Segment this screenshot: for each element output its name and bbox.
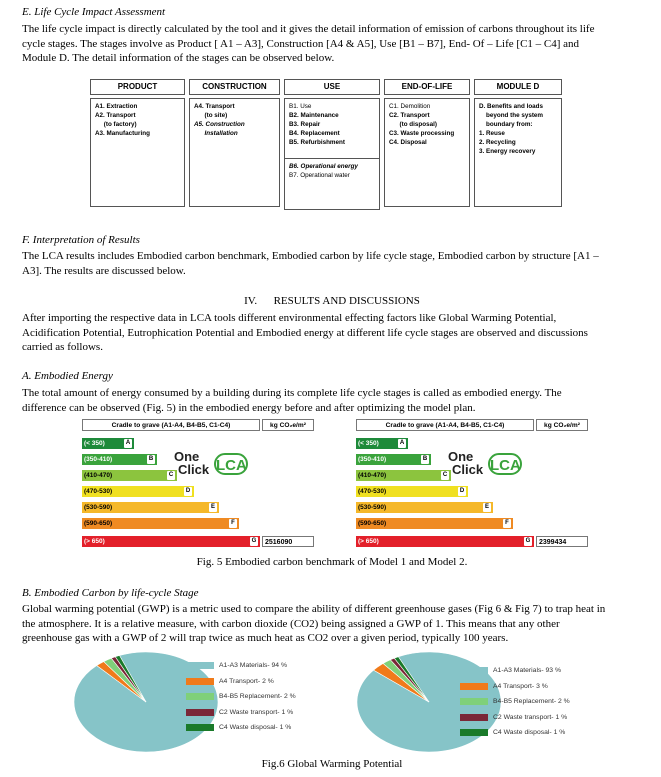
- stage-item: 2. Recycling: [479, 139, 516, 146]
- band-range: (< 350): [358, 440, 379, 447]
- stage-item: 3. Energy recovery: [479, 148, 536, 155]
- band-letter: A: [125, 440, 131, 446]
- text-line: difference can be observed (Fig. 5) in the embodied energy before and after optimizing the model plan.: [22, 401, 476, 414]
- legend-swatch: [186, 693, 214, 700]
- stage-item: B6. Operational energy: [285, 158, 379, 171]
- band-range: (410-470): [358, 472, 387, 479]
- stage-item: C4. Disposal: [389, 139, 427, 146]
- text-line: carried as follows.: [22, 341, 103, 353]
- stage-column-construction: [189, 79, 280, 213]
- band-d: [82, 486, 194, 497]
- text-line: the atmosphere. It is a relative measure, with carbon dioxide (CO2) being assigned a GWP of 1. This means that any other: [22, 617, 560, 630]
- stage-header: PRODUCT: [90, 79, 185, 95]
- legend-label: B4-B5 Replacement- 2 %: [493, 698, 570, 706]
- stage-header: CONSTRUCTION: [189, 79, 280, 95]
- logo-click: Click: [178, 462, 210, 477]
- benchmark-value: 2516090: [262, 536, 314, 547]
- section-a-heading: A. Embodied Energy: [22, 370, 113, 382]
- band-range: (590-650): [84, 520, 113, 527]
- stage-item: B1. Use: [289, 103, 312, 110]
- stage-item: C2. Transport: [389, 112, 430, 119]
- stage-column-use: [284, 79, 380, 213]
- benchmark-title: Cradle to grave (A1-A4, B4-B5, C1-C4): [356, 419, 534, 431]
- text-line: Acidification Potential, Eutrophication Potential and Embodied energy at different life cycle stages are observed and discussions: [22, 326, 588, 339]
- band-c: [356, 470, 451, 481]
- legend-label: C4 Waste disposal- 1 %: [219, 724, 292, 732]
- stage-items: [384, 98, 470, 207]
- band-range: (> 650): [84, 538, 105, 545]
- section-e-paragraph: [22, 22, 642, 66]
- legend-label: C2 Waste transport- 1 %: [493, 713, 568, 721]
- benchmark-model-2: [356, 419, 588, 551]
- legend-swatch: [186, 662, 214, 669]
- legend-label: B4-B5 Replacement- 2 %: [219, 693, 296, 701]
- stage-item: B2. Maintenance: [289, 112, 339, 119]
- stage-header: MODULE D: [474, 79, 562, 95]
- band-a: [356, 438, 408, 449]
- band-e: [356, 502, 493, 513]
- logo-click: Click: [452, 462, 484, 477]
- band-g: [356, 536, 534, 547]
- band-range: (470-530): [84, 488, 113, 495]
- section-b-paragraph: [22, 602, 642, 646]
- one-click-lca-logo: [174, 449, 247, 477]
- fig6-caption: Fig.6 Global Warming Potential: [261, 758, 403, 770]
- stage-items: [90, 98, 185, 207]
- legend-label: C4 Waste disposal- 1 %: [493, 729, 566, 737]
- text-line: Module D. The detail information of the stages can be observed below.: [22, 52, 335, 64]
- band-range: (350-410): [358, 456, 387, 463]
- band-e: [82, 502, 219, 513]
- fig5-caption: Fig. 5 Embodied carbon benchmark of Model 1 and Model 2.: [196, 556, 468, 568]
- text-line: The life cycle impact is directly calculated by the tool and it gives the detail information of emission of carbons throughout its life: [22, 23, 595, 35]
- band-letter: A: [399, 440, 405, 446]
- legend-label: A1-A3 Materials- 94 %: [219, 662, 287, 669]
- band-range: (< 350): [84, 440, 105, 447]
- band-range: (> 650): [358, 538, 379, 545]
- band-range: (590-650): [358, 520, 387, 527]
- stage-item: Installation: [194, 130, 238, 137]
- band-letter: C: [442, 472, 448, 478]
- logo-lca: LCA: [488, 453, 522, 475]
- legend-swatch: [460, 729, 488, 736]
- band-f: [356, 518, 513, 529]
- band-range: (530-590): [84, 504, 113, 511]
- legend-swatch: [460, 714, 488, 721]
- stage-item: boundary from:: [479, 121, 533, 128]
- band-letter: D: [459, 488, 465, 494]
- section-b-heading: B. Embodied Carbon by life-cycle Stage: [22, 587, 199, 599]
- band-letter: G: [251, 538, 257, 544]
- stage-items: [474, 98, 562, 207]
- stage-item: A2. Transport: [95, 112, 136, 119]
- logo-lca: LCA: [214, 453, 248, 475]
- stage-item: (to factory): [95, 121, 137, 128]
- section-iv-paragraph: [22, 311, 642, 355]
- band-letter: F: [503, 519, 511, 528]
- section-f-paragraph: [22, 249, 642, 278]
- text-line: The LCA results includes Embodied carbon benchmark, Embodied carbon by life cycle stage, Embodied carbon by structure [A1 –: [22, 250, 599, 262]
- stage-item: B7. Operational water: [289, 172, 350, 179]
- text-line: cycle stages. The stages involve as Product [ A1 – A3], Construction [A4 & A5], Use [B1 – B7], End- Of – Life [C1 – C4] and: [22, 37, 580, 50]
- one-click-lca-logo: [448, 449, 521, 477]
- legend-label: A4 Transport- 3 %: [493, 682, 548, 690]
- section-f-heading: F. Interpretation of Results: [22, 234, 140, 246]
- text-line: greenhouse gas with a GWP of 2 will trap twice as much heat as CO2 over a given period, typically 100 years.: [22, 632, 509, 644]
- legend-label: A4 Transport- 2 %: [219, 677, 274, 685]
- band-a: [82, 438, 134, 449]
- logo-one: One: [448, 449, 474, 464]
- stage-item: 1. Reuse: [479, 130, 505, 137]
- stage-column-product: [90, 79, 185, 213]
- benchmark-unit: kg CO₂e/m²: [262, 419, 314, 431]
- stage-item: (to disposal): [389, 121, 437, 128]
- legend-label: C2 Waste transport- 1 %: [219, 708, 294, 716]
- stage-item: (to site): [194, 112, 228, 119]
- section-e-heading: E. Life Cycle Impact Assessment: [22, 6, 166, 18]
- stage-items: [189, 98, 280, 207]
- life-cycle-stages-table: [90, 79, 562, 213]
- text-line: A3]. The results are discussed below.: [22, 264, 186, 277]
- stage-item: B3. Repair: [289, 121, 321, 128]
- stage-column-end-of-life: [384, 79, 470, 213]
- stage-item: C3. Waste processing: [389, 130, 455, 137]
- band-letter: E: [484, 504, 489, 510]
- text-line: Global warming potential (GWP) is a metric used to compare the ability of different greenhouse gases (Fig 6 & Fig 7) to trap heat in: [22, 603, 606, 615]
- band-letter: B: [422, 456, 428, 462]
- stage-item: A1. Extraction: [95, 103, 138, 110]
- legend-swatch: [460, 683, 488, 690]
- legend-swatch: [460, 698, 488, 705]
- band-range: (410-470): [84, 472, 113, 479]
- band-g: [82, 536, 260, 547]
- stage-item: beyond the system: [479, 112, 544, 119]
- legend-swatch: [186, 678, 214, 685]
- band-letter: E: [210, 504, 215, 510]
- band-letter: G: [525, 538, 531, 544]
- stage-item: D. Benefits and loads: [479, 103, 544, 110]
- stage-item: A5. Construction: [194, 121, 245, 128]
- stage-column-module-d: [474, 79, 562, 213]
- benchmark-value: 2399434: [536, 536, 588, 547]
- stage-header: USE: [284, 79, 380, 95]
- band-d: [356, 486, 468, 497]
- benchmark-model-1: [82, 419, 314, 551]
- band-b: [82, 454, 157, 465]
- band-range: (470-530): [358, 488, 387, 495]
- legend-swatch: [186, 724, 214, 731]
- section-a-paragraph: [22, 386, 642, 415]
- stage-item: C1. Demolition: [389, 103, 431, 110]
- stage-header: END-OF-LIFE: [384, 79, 470, 95]
- band-letter: F: [229, 519, 237, 528]
- legend-swatch: [460, 667, 488, 674]
- band-f: [82, 518, 239, 529]
- benchmark-title: Cradle to grave (A1-A4, B4-B5, C1-C4): [82, 419, 260, 431]
- band-c: [82, 470, 177, 481]
- band-letter: C: [168, 472, 174, 478]
- band-letter: B: [148, 456, 154, 462]
- logo-one: One: [174, 449, 200, 464]
- text-line: The total amount of energy consumed by a building during its complete life cycle stages is called as embodied energy. The: [22, 387, 562, 399]
- legend-swatch: [186, 709, 214, 716]
- band-letter: D: [185, 488, 191, 494]
- band-range: (350-410): [84, 456, 113, 463]
- text-line: After importing the respective data in LCA tools different environmental effecting factors like Global Warming Potential,: [22, 312, 557, 324]
- stage-items: [284, 98, 380, 210]
- stage-item: B4. Replacement: [289, 130, 340, 137]
- stage-item: A4. Transport: [194, 103, 235, 110]
- stage-item: A3. Manufacturing: [95, 130, 150, 137]
- benchmark-unit: kg CO₂e/m²: [536, 419, 588, 431]
- band-b: [356, 454, 431, 465]
- stage-item: B5. Refurbishment: [289, 139, 345, 146]
- band-range: (530-590): [358, 504, 387, 511]
- section-iv-heading: IV. RESULTS AND DISCUSSIONS: [244, 295, 420, 307]
- legend-label: A1-A3 Materials- 93 %: [493, 667, 561, 674]
